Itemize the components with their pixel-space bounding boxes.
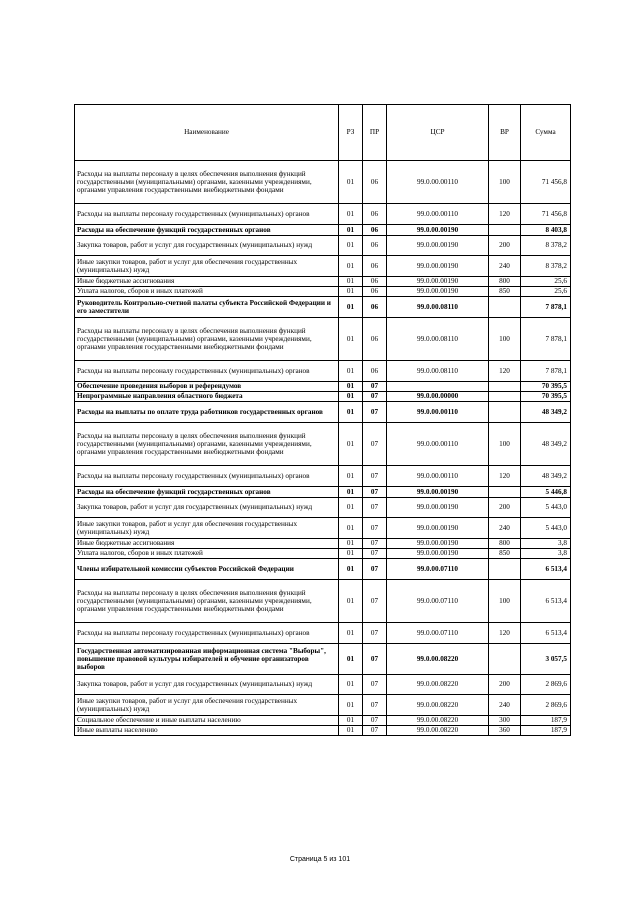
cell-vr: 120	[489, 361, 521, 382]
table-header-row	[75, 105, 571, 161]
cell-sum: 2 869,6	[521, 675, 571, 695]
cell-vr: 240	[489, 256, 521, 277]
table-row	[75, 466, 571, 487]
cell-vr	[489, 487, 521, 498]
cell-sum: 7 878,1	[521, 361, 571, 382]
cell-pr: 07	[363, 392, 387, 402]
cell-name: Закупка товаров, работ и услуг для государственных (муниципальных) нужд	[75, 236, 339, 256]
cell-pr: 07	[363, 518, 387, 539]
cell-name: Иные бюджетные ассигнования	[75, 277, 339, 287]
cell-sum: 70 395,5	[521, 382, 571, 392]
cell-sum: 3 057,5	[521, 644, 571, 675]
cell-csr: 99.0.00.08220	[387, 716, 489, 726]
cell-csr: 99.0.00.08220	[387, 726, 489, 736]
cell-sum: 8 378,2	[521, 236, 571, 256]
cell-sum: 3,8	[521, 539, 571, 549]
cell-csr	[387, 382, 489, 392]
cell-sum: 8 378,2	[521, 256, 571, 277]
cell-rz: 01	[339, 518, 363, 539]
cell-rz: 01	[339, 161, 363, 204]
table-row	[75, 498, 571, 518]
cell-rz: 01	[339, 297, 363, 318]
cell-name: Расходы на выплаты персоналу государственных (муниципальных) органов	[75, 361, 339, 382]
cell-pr: 07	[363, 539, 387, 549]
table-row	[75, 518, 571, 539]
cell-pr: 07	[363, 623, 387, 644]
cell-rz: 01	[339, 392, 363, 402]
cell-name: Расходы на выплаты персоналу в целях обеспечения выполнения функций государственными (муниципальными) органами, казенными учреждениями, органами управления государственными внебюджетными фондами	[75, 318, 339, 361]
cell-vr	[489, 382, 521, 392]
cell-pr: 06	[363, 277, 387, 287]
cell-csr: 99.0.00.00110	[387, 423, 489, 466]
cell-name: Расходы на выплаты персоналу государственных (муниципальных) органов	[75, 623, 339, 644]
header-csr: ЦСР	[387, 105, 489, 161]
cell-rz: 01	[339, 361, 363, 382]
table-row	[75, 161, 571, 204]
cell-vr	[489, 559, 521, 580]
cell-sum: 25,6	[521, 277, 571, 287]
table-row	[75, 277, 571, 287]
page-number: Страница 5 из 101	[289, 856, 351, 863]
table-row	[75, 402, 571, 423]
table-row	[75, 236, 571, 256]
cell-name: Уплата налогов, сборов и иных платежей	[75, 287, 339, 297]
cell-name: Расходы на выплаты по оплате труда работников государственных органов	[75, 402, 339, 423]
cell-pr: 07	[363, 382, 387, 392]
cell-vr: 120	[489, 466, 521, 487]
cell-name: Расходы на выплаты персоналу в целях обеспечения выполнения функций государственными (муниципальными) органами, казенными учреждениями, органами управления государственными внебюджетными фондами	[75, 580, 339, 623]
header-rz: РЗ	[339, 105, 363, 161]
cell-pr: 07	[363, 675, 387, 695]
cell-sum: 8 403,8	[521, 225, 571, 236]
cell-csr: 99.0.00.08220	[387, 695, 489, 716]
cell-pr: 07	[363, 466, 387, 487]
cell-sum: 187,9	[521, 716, 571, 726]
header-pr: ПР	[363, 105, 387, 161]
cell-name: Иные выплаты населению	[75, 726, 339, 736]
cell-vr: 200	[489, 498, 521, 518]
cell-sum: 71 456,8	[521, 204, 571, 225]
cell-sum: 7 878,1	[521, 297, 571, 318]
cell-vr: 100	[489, 580, 521, 623]
cell-vr	[489, 297, 521, 318]
cell-pr: 06	[363, 287, 387, 297]
cell-rz: 01	[339, 466, 363, 487]
cell-vr: 100	[489, 318, 521, 361]
cell-sum: 6 513,4	[521, 580, 571, 623]
cell-vr: 120	[489, 204, 521, 225]
cell-csr: 99.0.00.08220	[387, 675, 489, 695]
table-row	[75, 539, 571, 549]
cell-sum: 48 349,2	[521, 423, 571, 466]
cell-vr: 300	[489, 716, 521, 726]
cell-sum: 187,9	[521, 726, 571, 736]
cell-csr: 99.0.00.00110	[387, 204, 489, 225]
cell-name: Иные закупки товаров, работ и услуг для обеспечения государственных (муниципальных) нужд	[75, 518, 339, 539]
cell-rz: 01	[339, 580, 363, 623]
table-row	[75, 675, 571, 695]
cell-vr	[489, 392, 521, 402]
cell-pr: 07	[363, 498, 387, 518]
table-row	[75, 318, 571, 361]
cell-csr: 99.0.00.00190	[387, 236, 489, 256]
cell-csr: 99.0.00.00190	[387, 549, 489, 559]
cell-pr: 06	[363, 236, 387, 256]
cell-csr: 99.0.00.00110	[387, 402, 489, 423]
cell-csr: 99.0.00.00110	[387, 466, 489, 487]
table-body	[75, 161, 571, 736]
cell-rz: 01	[339, 487, 363, 498]
cell-name: Иные закупки товаров, работ и услуг для обеспечения государственных (муниципальных) нужд	[75, 695, 339, 716]
cell-rz: 01	[339, 559, 363, 580]
cell-csr: 99.0.00.00190	[387, 256, 489, 277]
cell-name: Члены избирательной комиссии субъектов Российской Федерации	[75, 559, 339, 580]
cell-name: Расходы на выплаты персоналу государственных (муниципальных) органов	[75, 204, 339, 225]
cell-sum: 7 878,1	[521, 318, 571, 361]
table-row	[75, 382, 571, 392]
cell-pr: 07	[363, 726, 387, 736]
cell-sum: 48 349,2	[521, 402, 571, 423]
cell-sum: 70 395,5	[521, 392, 571, 402]
table-row	[75, 487, 571, 498]
cell-vr: 200	[489, 236, 521, 256]
cell-name: Расходы на выплаты персоналу государственных (муниципальных) органов	[75, 466, 339, 487]
cell-rz: 01	[339, 204, 363, 225]
cell-rz: 01	[339, 287, 363, 297]
cell-name: Руководитель Контрольно-счетной палаты субъекта Российской Федерации и его заместители	[75, 297, 339, 318]
cell-csr: 99.0.00.08110	[387, 318, 489, 361]
table-row	[75, 623, 571, 644]
cell-name: Уплата налогов, сборов и иных платежей	[75, 549, 339, 559]
cell-csr: 99.0.00.07110	[387, 580, 489, 623]
cell-csr: 99.0.00.00190	[387, 225, 489, 236]
table-row	[75, 225, 571, 236]
cell-sum: 2 869,6	[521, 695, 571, 716]
cell-vr: 850	[489, 549, 521, 559]
cell-pr: 07	[363, 423, 387, 466]
cell-name: Социальное обеспечение и иные выплаты населению	[75, 716, 339, 726]
table-row	[75, 423, 571, 466]
cell-pr: 07	[363, 716, 387, 726]
cell-csr: 99.0.00.00190	[387, 287, 489, 297]
cell-pr: 07	[363, 559, 387, 580]
cell-pr: 06	[363, 256, 387, 277]
cell-rz: 01	[339, 644, 363, 675]
cell-vr	[489, 644, 521, 675]
cell-vr: 100	[489, 161, 521, 204]
cell-vr: 100	[489, 423, 521, 466]
cell-rz: 01	[339, 623, 363, 644]
cell-rz: 01	[339, 423, 363, 466]
header-name: Наименование	[75, 105, 339, 161]
cell-name: Расходы на выплаты персоналу в целях обеспечения выполнения функций государственными (муниципальными) органами, казенными учреждениями, органами управления государственными внебюджетными фондами	[75, 423, 339, 466]
table-row	[75, 549, 571, 559]
cell-pr: 07	[363, 580, 387, 623]
cell-pr: 07	[363, 644, 387, 675]
cell-rz: 01	[339, 695, 363, 716]
table-row	[75, 361, 571, 382]
cell-vr: 120	[489, 623, 521, 644]
cell-rz: 01	[339, 382, 363, 392]
table-row	[75, 580, 571, 623]
cell-vr: 850	[489, 287, 521, 297]
cell-csr: 99.0.00.00190	[387, 518, 489, 539]
cell-rz: 01	[339, 675, 363, 695]
cell-csr: 99.0.00.07110	[387, 623, 489, 644]
cell-pr: 06	[363, 297, 387, 318]
cell-rz: 01	[339, 402, 363, 423]
cell-pr: 07	[363, 549, 387, 559]
cell-vr	[489, 225, 521, 236]
cell-csr: 99.0.00.08220	[387, 644, 489, 675]
cell-csr: 99.0.00.00190	[387, 498, 489, 518]
cell-pr: 06	[363, 361, 387, 382]
cell-vr: 360	[489, 726, 521, 736]
cell-csr: 99.0.00.00190	[387, 487, 489, 498]
cell-vr: 800	[489, 277, 521, 287]
cell-csr: 99.0.00.00110	[387, 161, 489, 204]
cell-sum: 71 456,8	[521, 161, 571, 204]
cell-pr: 07	[363, 487, 387, 498]
cell-csr: 99.0.00.00190	[387, 277, 489, 287]
cell-sum: 3,8	[521, 549, 571, 559]
cell-sum: 5 443,0	[521, 518, 571, 539]
table-row	[75, 204, 571, 225]
cell-sum: 6 513,4	[521, 623, 571, 644]
table-row	[75, 297, 571, 318]
cell-rz: 01	[339, 256, 363, 277]
cell-pr: 07	[363, 695, 387, 716]
table-row	[75, 392, 571, 402]
cell-pr: 06	[363, 225, 387, 236]
cell-rz: 01	[339, 277, 363, 287]
cell-vr: 800	[489, 539, 521, 549]
cell-csr: 99.0.00.00000	[387, 392, 489, 402]
cell-pr: 06	[363, 204, 387, 225]
table-row	[75, 726, 571, 736]
cell-sum: 6 513,4	[521, 559, 571, 580]
table-row	[75, 559, 571, 580]
header-sum: Сумма	[521, 105, 571, 161]
cell-name: Закупка товаров, работ и услуг для государственных (муниципальных) нужд	[75, 498, 339, 518]
cell-name: Иные бюджетные ассигнования	[75, 539, 339, 549]
header-vr: ВР	[489, 105, 521, 161]
cell-rz: 01	[339, 318, 363, 361]
cell-csr: 99.0.00.08110	[387, 297, 489, 318]
cell-pr: 06	[363, 318, 387, 361]
table-row	[75, 644, 571, 675]
cell-pr: 06	[363, 161, 387, 204]
cell-name: Государственная автоматизированная информационная система "Выборы", повышение правовой культуры избирателей и обучение организаторов выборов	[75, 644, 339, 675]
cell-rz: 01	[339, 498, 363, 518]
cell-vr: 240	[489, 695, 521, 716]
cell-rz: 01	[339, 549, 363, 559]
cell-name: Обеспечение проведения выборов и референдумов	[75, 382, 339, 392]
cell-name: Непрограммные направления областного бюджета	[75, 392, 339, 402]
table-row	[75, 287, 571, 297]
table-row	[75, 695, 571, 716]
cell-sum: 5 446,8	[521, 487, 571, 498]
cell-sum: 25,6	[521, 287, 571, 297]
cell-vr: 240	[489, 518, 521, 539]
cell-pr: 07	[363, 402, 387, 423]
cell-name: Расходы на обеспечение функций государственных органов	[75, 225, 339, 236]
cell-name: Расходы на обеспечение функций государственных органов	[75, 487, 339, 498]
cell-csr: 99.0.00.00190	[387, 539, 489, 549]
cell-csr: 99.0.00.08110	[387, 361, 489, 382]
cell-name: Закупка товаров, работ и услуг для государственных (муниципальных) нужд	[75, 675, 339, 695]
table-row	[75, 256, 571, 277]
cell-vr: 200	[489, 675, 521, 695]
cell-rz: 01	[339, 225, 363, 236]
budget-table	[74, 104, 571, 736]
cell-rz: 01	[339, 236, 363, 256]
cell-sum: 5 443,0	[521, 498, 571, 518]
cell-name: Расходы на выплаты персоналу в целях обеспечения выполнения функций государственными (муниципальными) органами, казенными учреждениями, органами управления государственными внебюджетными фондами	[75, 161, 339, 204]
cell-rz: 01	[339, 539, 363, 549]
cell-sum: 48 349,2	[521, 466, 571, 487]
cell-name: Иные закупки товаров, работ и услуг для обеспечения государственных (муниципальных) нужд	[75, 256, 339, 277]
table-row	[75, 716, 571, 726]
cell-rz: 01	[339, 726, 363, 736]
cell-csr: 99.0.00.07110	[387, 559, 489, 580]
cell-rz: 01	[339, 716, 363, 726]
cell-vr	[489, 402, 521, 423]
